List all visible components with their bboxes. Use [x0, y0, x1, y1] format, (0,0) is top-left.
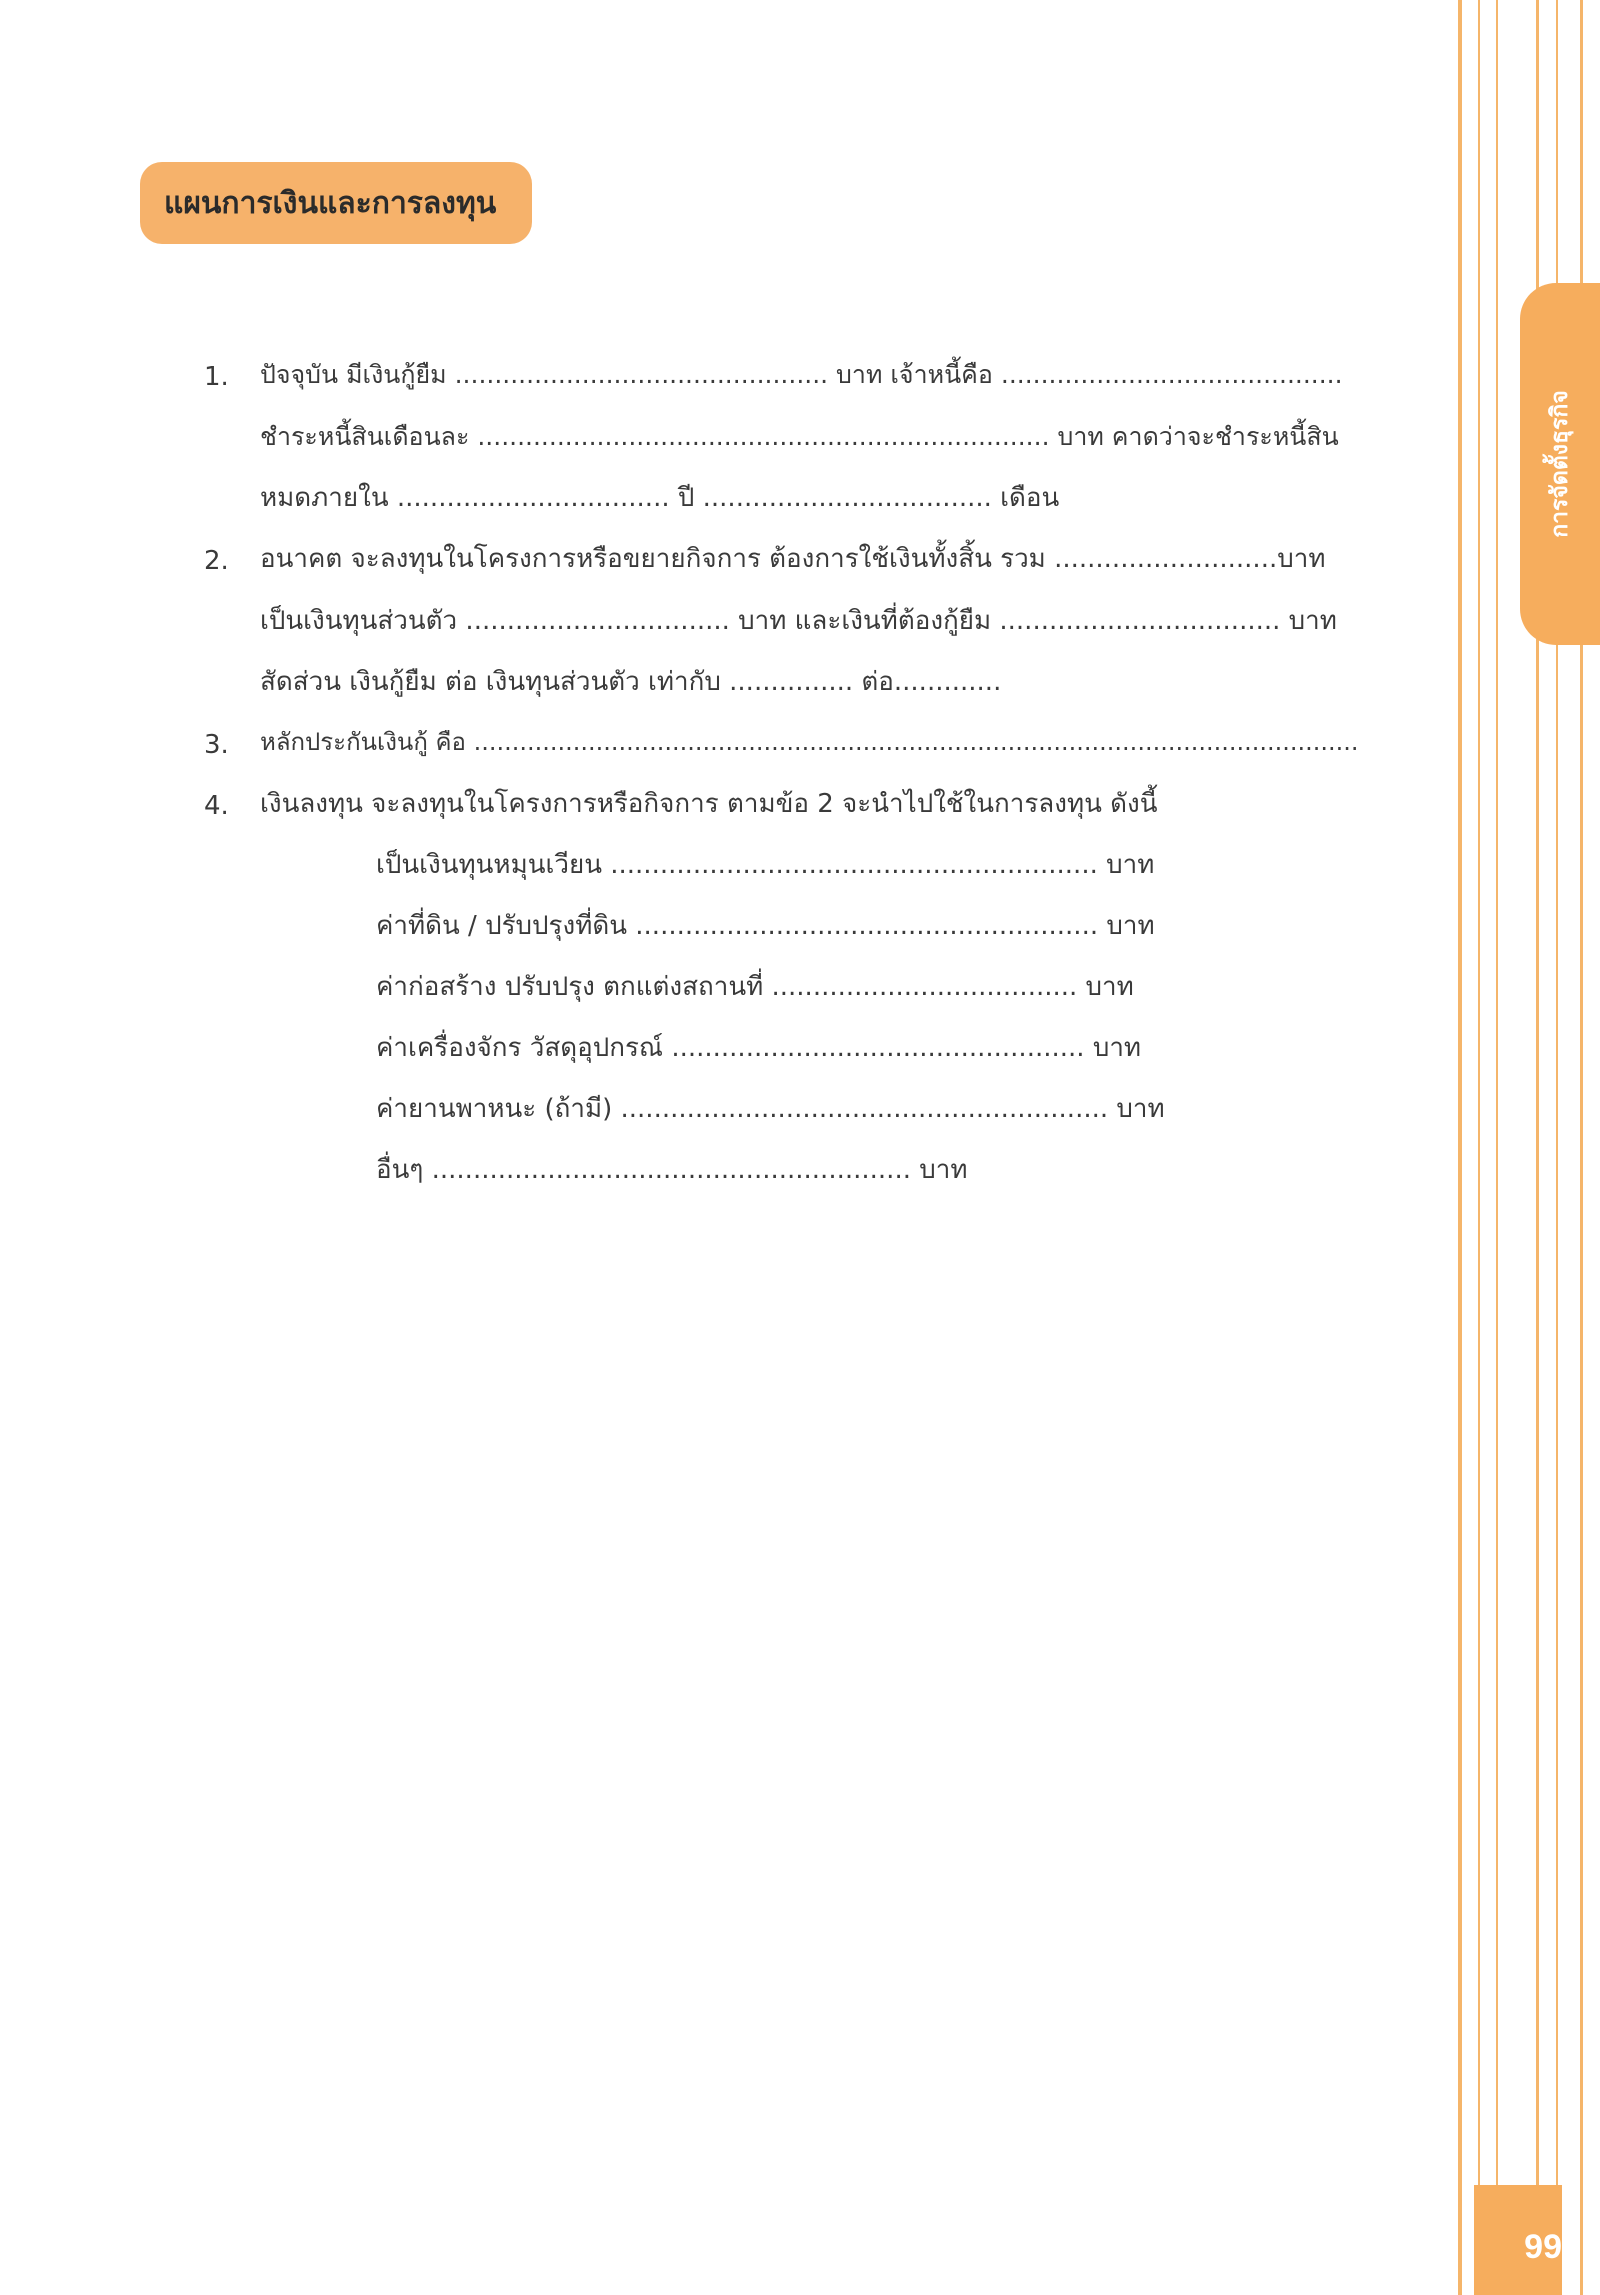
- item-line: หลักประกันเงินกู้ คือ ....................................................................................................................: [260, 728, 1359, 756]
- item-line: เงินลงทุน จะลงทุนในโครงการหรือกิจการ ตามข้อ 2 จะนำไปใช้ในการลงทุน ดังนี้: [260, 789, 1158, 819]
- item-line: ปัจจุบัน มีเงินกู้ยืม ............................................... บาท เจ้าหนี้คือ ...........................................: [260, 360, 1343, 389]
- item-line: อนาคต จะลงทุนในโครงการหรือขยายกิจการ ต้องการใช้เงินทั้งสิ้น รวม ...........................บาท: [260, 544, 1326, 574]
- decorative-rule: [1496, 0, 1498, 2295]
- sub-item-line: ค่ายานพาหนะ (ถ้ามี) ........................................................... บาท: [376, 1094, 1165, 1124]
- item-number: 3.: [204, 730, 229, 760]
- sub-item-line: ค่าที่ดิน / ปรับปรุงที่ดิน ........................................................ บาท: [376, 911, 1155, 941]
- sub-item-line: ค่าเครื่องจักร วัสดุอุปกรณ์ .................................................. บาท: [376, 1033, 1142, 1063]
- item-line: หมดภายใน ................................. ปี ................................... เดือน: [260, 483, 1060, 513]
- item-number: 4.: [204, 791, 229, 821]
- sub-item-line: อื่นๆ .......................................................... บาท: [376, 1155, 968, 1185]
- item-line: ชำระหนี้สินเดือนละ ........................................................................ บาท คาดว่าจะชำระหนี้สิน: [260, 422, 1339, 451]
- decorative-rule: [1478, 0, 1480, 2295]
- sub-item-line: เป็นเงินทุนหมุนเวียน ........................................................... บาท: [376, 850, 1155, 880]
- chapter-side-tab-label: การจัดตั้งธุรกิจ: [1547, 390, 1574, 538]
- page-number: 99: [1524, 2228, 1562, 2266]
- item-line: เป็นเงินทุนส่วนตัว ................................ บาท และเงินที่ต้องกู้ยืม .................................. บาท: [260, 606, 1337, 636]
- decorative-rule: [1458, 0, 1462, 2295]
- section-heading: แผนการเงินและการลงทุน: [164, 185, 497, 221]
- item-number: 1.: [204, 362, 229, 392]
- item-number: 2.: [204, 546, 229, 576]
- sub-item-line: ค่าก่อสร้าง ปรับปรุง ตกแต่งสถานที่ ..................................... บาท: [376, 972, 1134, 1002]
- item-line: สัดส่วน เงินกู้ยืม ต่อ เงินทุนส่วนตัว เท่ากับ ............... ต่อ.............: [260, 667, 1002, 697]
